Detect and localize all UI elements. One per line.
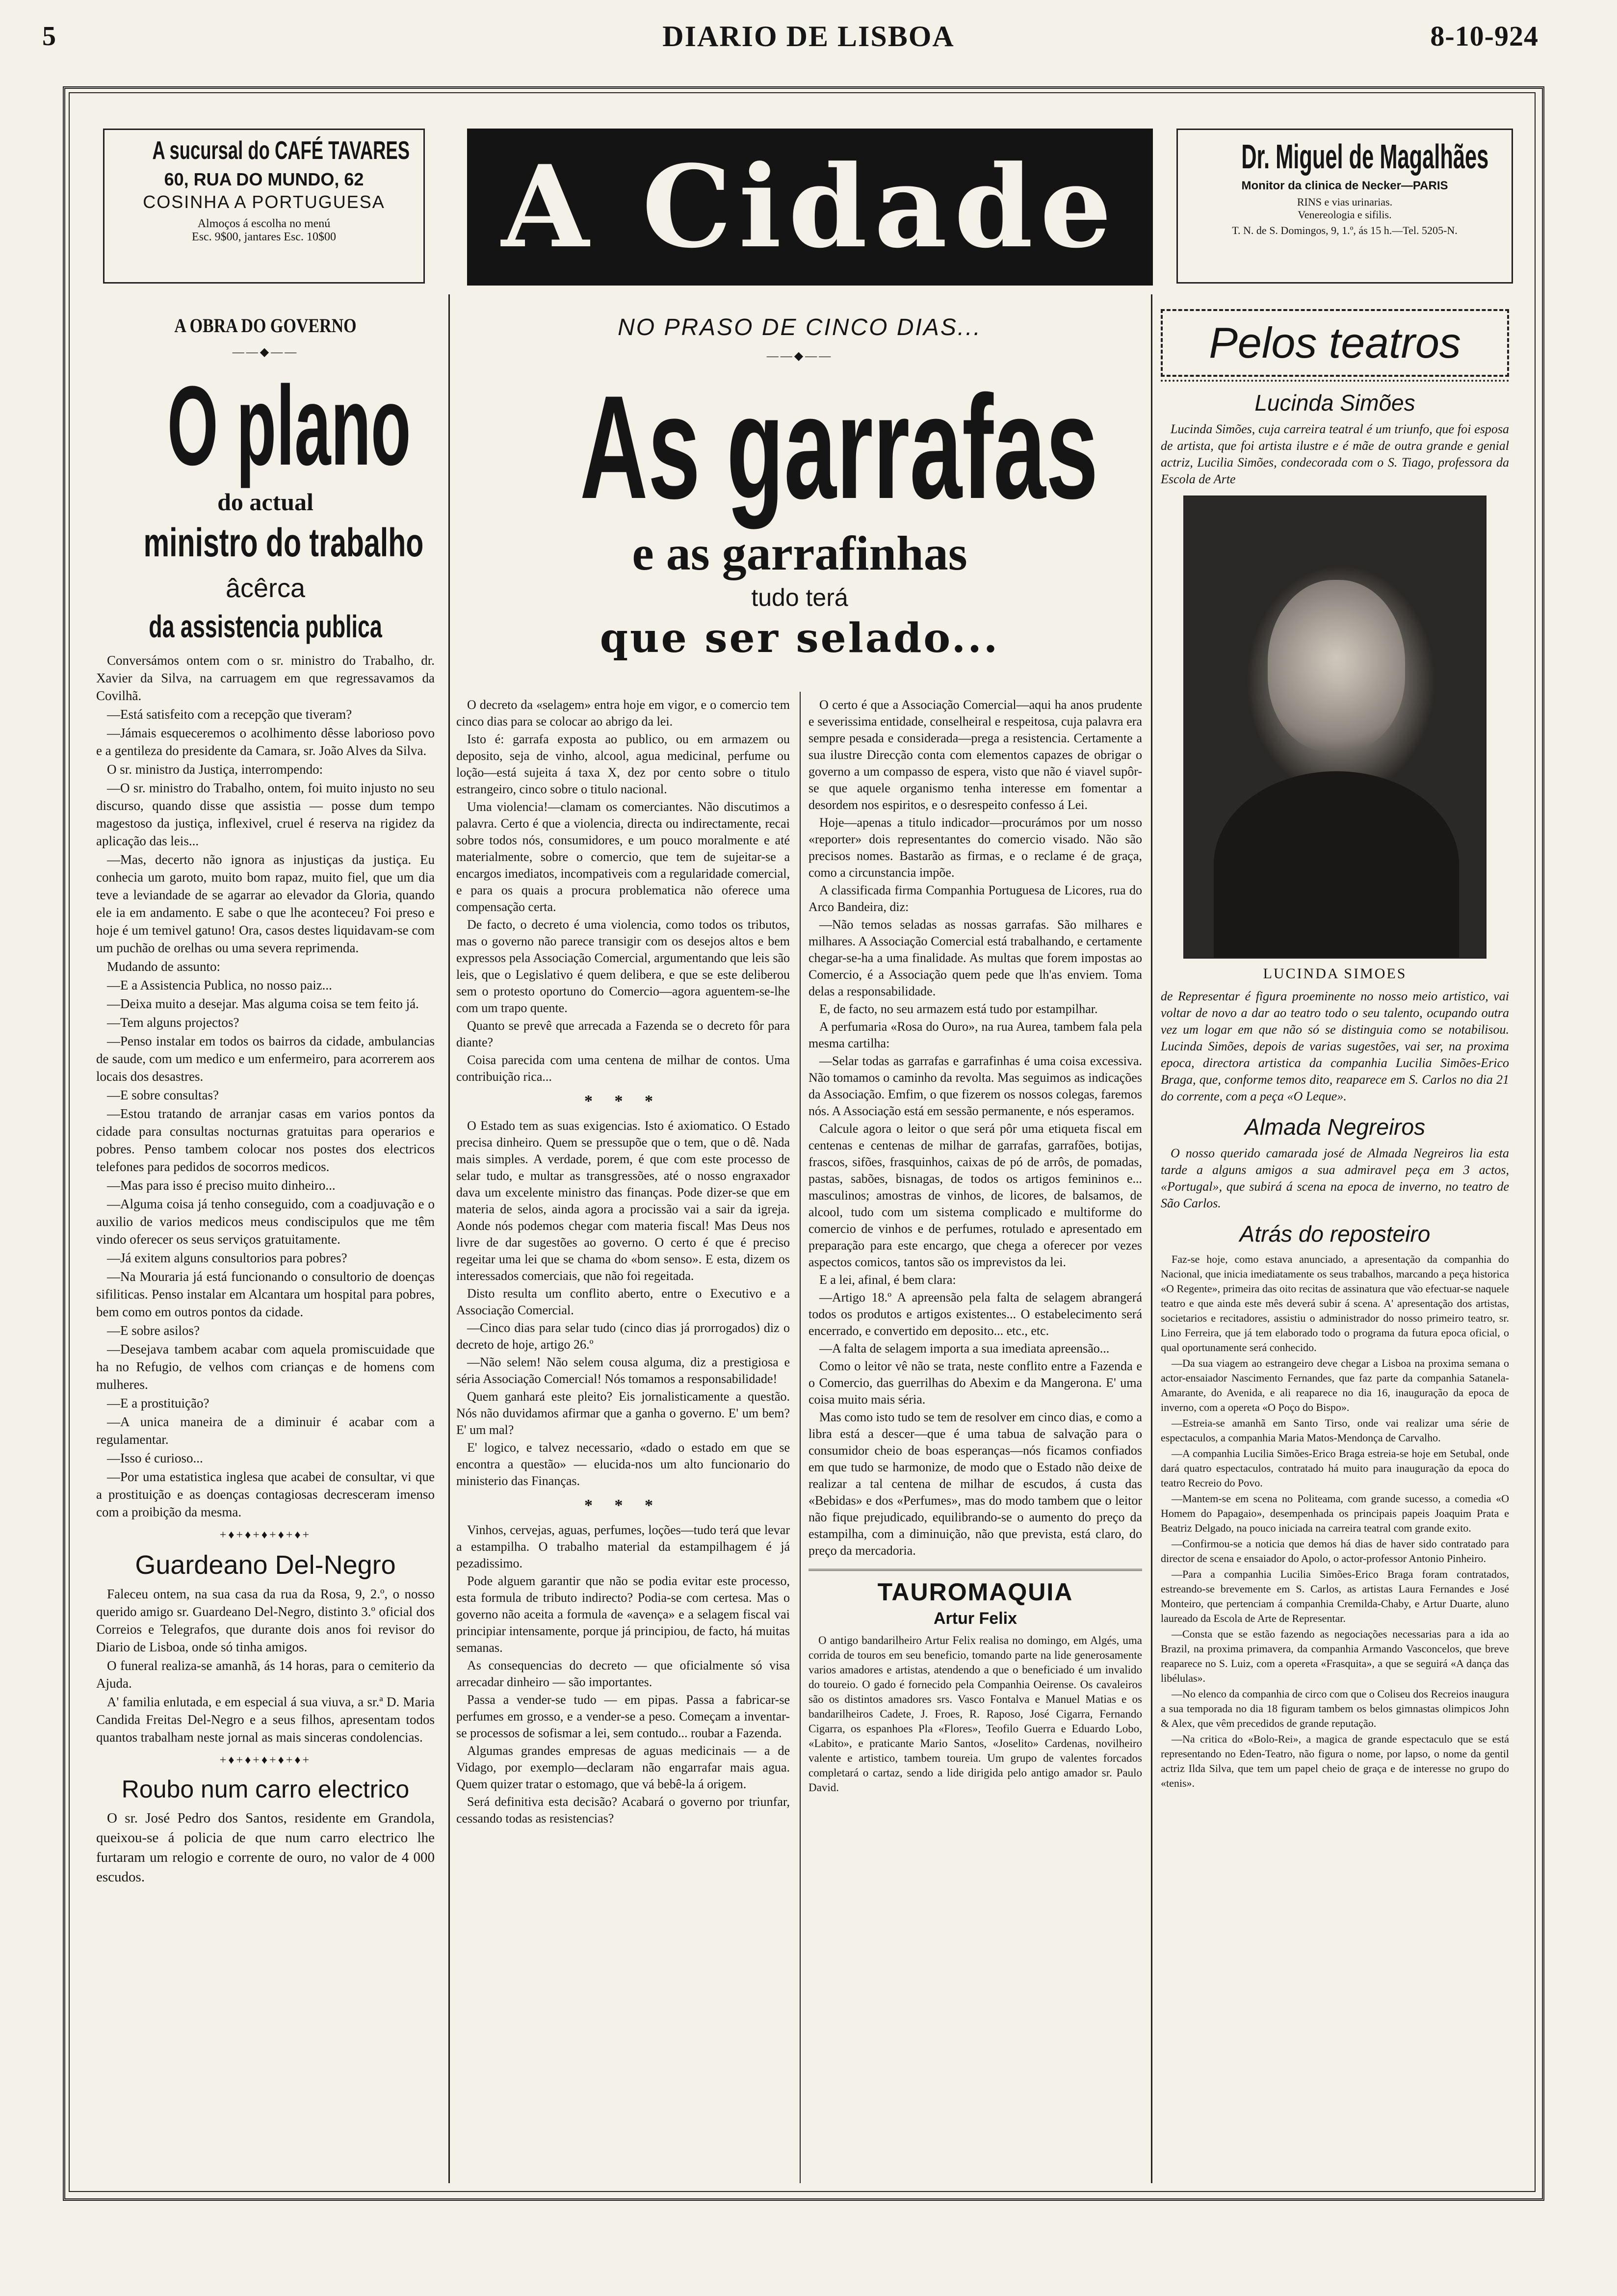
garrafas-b-paragraph: Calcule agora o leitor o que será pôr uma etiqueta fiscal em centenas e centenas de milhar de garrafas, garrafões, botijas, frascos, sifões, frasquinhos, caixas de pó de arrôs, de pomadas, pastas, sabões, bisnagas, de todos os artigos femininos e... masculinos; amostras de vinhos, de licores, de balsamos, de alcool, tudo com um sistema complicado e multiforme do comercio de vinhos e de perfumes, rotulado e apresentado em preparação para este encargo, que chega a oferecer por vezes aspectos comicos, tantos são os imprevistos da lei.: [808, 1122, 1142, 1269]
garrafas-a-paragraph: —Cinco dias para selar tudo (cinco dias já prorrogados) diz o decreto de hoje, artigo 26.º: [456, 1321, 790, 1352]
reposteiro-paragraph: —Na critica do «Bolo-Rei», a magica de grande espectaculo que se está representando no Eden-Teatro, não figura o nome, por lapso, o nome da gentil actriz Ilda Silva, que tem um papel cheio de graça e de interesse no grupo do «tenis».: [1161, 1733, 1509, 1789]
garrafas-a-paragraph: O Estado tem as suas exigencias. Isto é axiomatico. O Estado precisa dinheiro. Quem se pressupõe que o tem, que o dê. Nada mais simples. A verdade, porem, é que com este processo de selar tudo, e multar as transgressões, até o nosso engraxador dava um excelente ministro das finanças. Pode dizer-se que em materia de selos, ainda agora a procissão vai a sair da igreja. Aonde nós podemos chegar com materia fiscal! Mas Deus nos livre de dar sugestões ao governo. O certo é que é preciso regeitar uma lei que se chama do «bom senso». E esta, dizem os interessados comerciais, que não foi regeitada.: [456, 1119, 790, 1283]
garrafas-a-paragraph: Uma violencia!—clamam os comerciantes. Não discutimos a palavra. Certo é que a violencia, directa ou indirectamente, recai sobre todos nós, consumidores, e um pouco moralmente e até materialmente, sobre o comercio, que tem de sujeitar-se a encargos imediatos, incompativeis com a regularidade comercial, e para os quais a procura problematica não oferece uma compensação certa.: [456, 800, 790, 914]
tauromaquia-title: TAUROMAQUIA: [877, 1578, 1073, 1606]
plano-paragraph: —E sobre asilos?: [107, 1323, 200, 1338]
garrafas-a-paragraph: Isto é: garrafa exposta ao publico, ou em armazem ou deposito, seja de vinho, alcool, agua medicinal, perfume ou loção—está sujeita á taxa X, dez por cento sobre o titulo estrangeiro, cinco sobre o titulo nacional.: [456, 732, 790, 796]
column-governo: [96, 314, 435, 1888]
newspaper-title: DIARIO DE LISBOA: [662, 20, 955, 52]
ornament: +♦+♦+♦+♦+♦+: [219, 1754, 312, 1767]
garrafas-b-paragraph: A perfumaria «Rosa do Ouro», na rua Aurea, tambem fala pela mesma cartilha:: [808, 1019, 1142, 1050]
almada-text: O nosso querido camarada josé de Almada Negreiros lia esta tarde a alguns amigos a sua admiravel peça em 3 actos, «Portugal», que subirá á scena na epoca de inverno, no teatro de São Carlos.: [1161, 1146, 1509, 1210]
headline-acerca: âcêrca: [225, 574, 306, 603]
article-plano-body: [96, 652, 435, 1521]
tauromaquia-subtitle: Artur Felix: [933, 1609, 1017, 1628]
issue-date: 8-10-924: [1430, 20, 1539, 52]
ornament: +♦+♦+♦+♦+♦+: [219, 1529, 312, 1541]
garrafas-a-paragraph: Quem ganhará este pleito? Eis jornalisticamente a questão. Nós não duvidamos afirmar que a ganha o governo. E' um bem? E' um mal?: [456, 1389, 790, 1437]
reposteiro-paragraph: —No elenco da companhia de circo com que o Coliseu dos Recreios inaugura a sua temporada no dia 18 figuram tambem os belos gimnastas olimpicos John & Alex, que vêm precedidos de grande reputação.: [1161, 1688, 1509, 1729]
plano-paragraph: —Mas, decerto não ignora as injustiças da justiça. Eu conhecia um garoto, muito bom rapaz, muito fiel, que um dia teve a leviandade de se agarrar ao elevador da Gloria, quando ele ia em andamento. E sabe o que lhe aconteceu? Foi preso e hoje é um temivel gatuno! Ora, casos destes liquidavam-se com um puchão de orelhas ou uma severa reprimenda.: [96, 852, 435, 955]
main-article-col-b-text: [808, 697, 1142, 1559]
obituary-paragraph: Faleceu ontem, na sua casa da rua da Rosa, 9, 2.º, o nosso querido amigo sr. Guardeano Del-Negro, distinto 3.º oficial dos Correios e Telegrafos, que durante dois anos foi revisor do Diario de Lisboa, onde só tinha amigos.: [96, 1587, 435, 1654]
garrafas-b-paragraph: E, de facto, no seu armazem está tudo por estampilhar.: [819, 1002, 1098, 1016]
plano-paragraph: O sr. ministro da Justiça, interrompendo:: [107, 762, 323, 777]
masthead-title: A Cidade: [501, 141, 1119, 273]
tauromaquia-box: [808, 1569, 1142, 1795]
obituary-body: [96, 1585, 435, 1746]
garrafas-a-paragraph: As consequencias do decreto — que oficialmente só visa arrecadar dinheiro — são importantes.: [456, 1658, 790, 1689]
main-article-header: [456, 314, 1143, 662]
garrafas-a-paragraph: Quanto se prevê que arrecada a Fazenda se o decreto fôr para diante?: [456, 1018, 790, 1049]
plano-paragraph: —Penso instalar em todos os bairros da cidade, ambulancias de saude, com um medico e um enfermeiro, para acorrerem aos locais dos desastres.: [96, 1034, 435, 1084]
page-number: 5: [42, 21, 56, 52]
headline-as-garrafas: As garrafas: [580, 365, 1098, 529]
garrafas-a-paragraph: Disto resulta um conflito aberto, entre o Executivo e a Associação Comercial.: [456, 1286, 790, 1317]
lucinda-continuation: de Representar é figura proeminente no nosso meio artistico, vai voltar de novo a dar ao teatro todo o seu talento, ocupando outra vez um logar em que não só se distinguia como se notabilisou. Lucinda Simões, depois de varias sugestões, vai ser, na proxima epoca, directora artistica da companhia Lucilia Simões-Erico Braga, que, conforme temos dito, reaparece em S. Carlos no dia 21 do corrente, com a peça «O Leque».: [1161, 989, 1509, 1103]
section-divider: * * *: [584, 1496, 662, 1514]
plano-paragraph: —Por uma estatistica inglesa que acabei de consultar, vi que a prostituição e as doenças contagiosas decresceram imenso com a proibição da mesma.: [96, 1469, 435, 1519]
headline-garrafinhas: e as garrafinhas: [632, 526, 967, 580]
plano-paragraph: —Está satisfeito com a recepção que tiveram?: [107, 707, 352, 722]
garrafas-b-paragraph: —Selar todas as garrafas e garrafinhas é uma coisa excessiva. Não tomamos o caminho da revolta. Mas seguimos as indicações da Associação. Emfim, o que fizerem os nossos colegas, faremos nós. A Associação está em sessão permanente, e nós esperamos.: [808, 1054, 1142, 1118]
main-kicker: NO PRASO DE CINCO DIAS...: [618, 314, 982, 340]
ornament: ——◆——: [232, 346, 299, 359]
garrafas-a-paragraph: Pode alguem garantir que não se podia evitar este processo, esta formula de tributo indirecto? Podia-se com certesa. Mas o governo não aceita a formula de «avença» e a selagem fiscal vai principiar intensamente, porque já principiou, de facto, há muitas semanas.: [456, 1574, 790, 1655]
garrafas-a-paragraph: E' logico, e talvez necessario, «dado o estado em que se encontra a questão» — elucida-nos um alto funcionario do ministerio das Finanças.: [456, 1440, 790, 1488]
plano-paragraph: —E a Assistencia Publica, no nosso paiz...: [107, 978, 332, 992]
plano-paragraph: —Isso é curioso...: [107, 1451, 203, 1465]
garrafas-a-paragraph: Vinhos, cervejas, aguas, perfumes, loções—tudo terá que levar a estampilha. O trabalho material da estampilhagem é já pezadissimo.: [456, 1523, 790, 1570]
portrait-shoulders: [1214, 771, 1459, 958]
plano-paragraph: —Alguma coisa já tenho conseguido, com a coadjuvação e o auxilio de varios medicos meus condiscipulos que me têm vindo oferecer os seus serviços gratuitamente.: [96, 1197, 435, 1247]
lucinda-intro: Lucinda Simões, cuja carreira teatral é um triunfo, que foi esposa de artista, que foi artista ilustre e é mãe de outra grande e genial actriz, Lucilia Simões, condecorada com o S. Tiago, professora da Escola de Arte: [1161, 422, 1509, 486]
headline-assistencia: da assistencia publica: [149, 609, 382, 644]
ad-cafe-cuisine: COSINHA A PORTUGUESA: [143, 192, 385, 212]
plano-paragraph: Mudando de assunto:: [107, 959, 220, 974]
plano-paragraph: —Já exitem alguns consultorios para pobres?: [107, 1251, 347, 1265]
roubo-text: O sr. José Pedro dos Santos, residente em Grandola, queixou-se á policia de que num carro electrico lhe furtaram um relogio e corrente de ouro, no valor de 4 000 escudos.: [96, 1810, 435, 1885]
garrafas-b-paragraph: E a lei, afinal, é bem clara:: [819, 1273, 956, 1287]
headline-selado: que ser selado...: [600, 615, 1000, 662]
garrafas-a-paragraph: Será definitiva esta decisão? Acabará o governo por triunfar, cessando todas as resistencias?: [456, 1795, 790, 1826]
plano-paragraph: —Tem alguns projectos?: [107, 1015, 239, 1030]
reposteiro-paragraph: Faz-se hoje, como estava anunciado, a apresentação da companhia do Nacional, que inicia imediatamente os seus trabalhos, marcando a peça historica «O Regente», primeira das oito recitas de assinatura que vão efectuar-se naquele teatro e que ainda este mês deverá subir á scena. A' apresentação dos artistas, societarios e recitadores, assistiu o administrador do nosso primeiro teatro, sr. Lino Ferreira, que já tem elaborado todo o programa da futura epoca oficial, o qual oportunamente será conhecido.: [1161, 1253, 1509, 1354]
obituary-paragraph: O funeral realiza-se amanhã, ás 14 horas, para o cemiterio da Ajuda.: [96, 1658, 435, 1691]
ad-doctor: [1176, 129, 1513, 284]
plano-paragraph: —E sobre consultas?: [107, 1088, 219, 1102]
ad-cafe-address: 60, RUA DO MUNDO, 62: [164, 169, 364, 189]
teatros-title: Pelos teatros: [1209, 318, 1461, 367]
ad-doctor-name: Dr. Miguel de Magalhães: [1241, 137, 1489, 176]
ad-cafe-prices: Esc. 9$00, jantares Esc. 10$00: [192, 231, 336, 243]
garrafas-a-paragraph: —Não selem! Não selem cousa alguma, diz a prestigiosa e séria Associação Comercial! Nós tomamos a responsabilidade!: [456, 1355, 790, 1386]
ad-doctor-spec1: RINS e vias urinarias.: [1297, 196, 1393, 208]
reposteiro-paragraph: —A companhia Lucilia Simões-Erico Braga estreia-se hoje em Setubal, onde dará quatro espectaculos, contratado há muito para inauguração da epoca do teatro Recreio do Povo.: [1161, 1447, 1509, 1489]
plano-paragraph: —Estou tratando de arranjar casas em varios pontos da cidade para consultas nocturnas gratuitas para operarios e pobres. Penso tambem colocar nos postes dos electricos telefones para pedidos de socorros medicos.: [96, 1106, 435, 1174]
plano-paragraph: —A unica maneira de a diminuir é acabar com a regulamentar.: [96, 1414, 435, 1447]
headline-tudo-tera: tudo terá: [751, 584, 848, 611]
plano-paragraph: Conversámos ontem com o sr. ministro do Trabalho, dr. Xavier da Silva, na carruagem em que regressavamos da Covilhã.: [96, 653, 435, 703]
lucinda-title: Lucinda Simões: [1254, 390, 1415, 416]
reposteiro-paragraph: —Confirmou-se a noticia que demos há dias de haver sido contratado para director de scena e ensaiador do Apolo, o actor-professor Antonio Pinheiro.: [1161, 1538, 1509, 1565]
reposteiro-paragraph: —Da sua viagem ao estrangeiro deve chegar a Lisboa na proxima semana o actor-ensaiador Nascimento Fernandes, que faz parte da companhia Satanela-Amarante, do Avenida, e ali reaparece no dia 16, inauguração da epoca de inverno, com a opereta «O Poço do Bispo».: [1161, 1357, 1509, 1413]
reposteiro-body: [1161, 1252, 1509, 1791]
main-article-col-b: [808, 697, 1142, 1795]
garrafas-b-paragraph: A classificada firma Companhia Portuguesa de Licores, rua do Arco Bandeira, diz:: [808, 883, 1142, 914]
plano-paragraph: —Na Mouraria já está funcionando o consultorio de doenças sifiliticas. Penso instalar em Alcantara um hospital para pobres, bem como em outros pontos da cidade.: [96, 1269, 435, 1319]
plano-paragraph: —Jámais esqueceremos o acolhimento dêsse laborioso povo e a gentileza do presidente da Camara, sr. João Alves da Silva.: [96, 726, 435, 758]
garrafas-a-paragraph: Algumas grandes empresas de aguas medicinais — a de Vidago, por exemplo—declaram não engarrafar mais agua. Quem quizer tratar o estomago, que vá bebê-la á origem.: [456, 1744, 790, 1791]
headline-o-plano: O plano: [167, 363, 411, 489]
plano-paragraph: —Mas para isso é preciso muito dinheiro...: [107, 1178, 336, 1193]
reposteiro-paragraph: —Para a companhia Lucilia Simões-Erico Braga foram contratados, estreando-se brevemente em S. Carlos, as artistas Laura Fernandes e José Monteiro, que pertenciam á companhia Cremilda-Chaby, e Artur Duarte, aluno laureado da Escola de Arte de Representar.: [1161, 1568, 1509, 1624]
reposteiro-paragraph: —Mantem-se em scena no Politeama, com grande sucesso, a comedia «O Homem do Papagaio», desempenhada os principais papeis Joaquim Prata e Beatriz Delgado, na pouco iniciada na carreira teatral com grande exito.: [1161, 1492, 1509, 1534]
masthead-box: [467, 129, 1153, 286]
garrafas-b-paragraph: Como o leitor vê não se trata, neste conflito entre a Fazenda e o Comercio, das guerrilhas do Abexim e da Mangerona. E' uma coisa muito mais séria.: [808, 1359, 1142, 1407]
headline-ministro: ministro do trabalho: [143, 521, 424, 565]
tauromaquia-text: O antigo bandarilheiro Artur Felix realisa no domingo, em Algés, uma corrida de touros em seu beneficio, tomando parte na lide generosamente varios amadores e artistas, atendendo a que o beneficiado é um invalido do toureio. O gado é fornecido pela Companhia Oeirense. Os cavaleiros são os distintos amadores srs. Vasco Fontalva e Manuel Matias e os bandarilheiros Cadete, J. Froes, R. Raposo, José Cigarra, Fernando Cigarra, os espanhoes Pla «Flores», Teofilo Guerra e Eduardo Lobo, «Labito», e praticante Mario Santos, «Joselito» Cardenas, novilheiro valente e artistico, tambem toureia. Um grupo de valentes forcados completará o cartaz, sendo a lide dirigida pelo antigo amador sr. Paulo David.: [808, 1634, 1142, 1794]
ad-cafe-lunch: Almoços á escolha no menú: [197, 217, 331, 230]
ad-doctor-monitor: Monitor da clinica de Necker—PARIS: [1241, 179, 1448, 192]
garrafas-b-paragraph: —A falta de selagem importa a sua imediata apreensão...: [819, 1341, 1110, 1356]
kicker-obra-governo: A OBRA DO GOVERNO: [174, 314, 357, 337]
garrafas-b-paragraph: O certo é que a Associação Comercial—aqui ha anos prudente e severissima entidade, conselheiral e respeitosa, cuja palavra era sempre pesada e considerada—prega a resistencia. Certamente a sua ilustre Direcção conta com elementos capazes de obrigar o governo a um compasso de espera, visto que não é viavel supôr-se que aquele organismo tenha interesse em fomentar a desordem nos espiritos, e o desrespeito confesso á Lei.: [808, 698, 1142, 812]
reposteiro-title: Atrás do reposteiro: [1239, 1221, 1431, 1247]
garrafas-a-paragraph: Coisa parecida com uma centena de milhar de contos. Uma contribuição rica...: [456, 1053, 790, 1084]
garrafas-b-paragraph: Hoje—apenas a titulo indicador—procurámos por um nosso «reporter» dois representantes do comercio visado. Não são precisos nomes. Bastarão as firmas, e o reclame é de graça, como a circunstancia impõe.: [808, 815, 1142, 880]
roubo-title: Roubo num carro electrico: [121, 1775, 410, 1803]
garrafas-b-paragraph: —Não temos seladas as nossas garrafas. São milhares e milhares. A Associação Comercial está trabalhando, e certamente chegar-se-ha a uma finalidade. As multas que forem impostas ao Comercio, é a Associação quem pede que lh'as enviem. Toma delas a responsabilidade.: [808, 917, 1142, 998]
main-article-col-a: [456, 697, 790, 1828]
garrafas-a-paragraph: Passa a vender-se tudo — em pipas. Passa a fabricar-se perfumes em grosso, e a vender-se a peso. Começam a inventar-se processos de sofismar a lei, sem contudo... roubar a Fazenda.: [456, 1693, 790, 1740]
portrait-face: [1268, 580, 1405, 752]
garrafas-b-paragraph: Mas como isto tudo se tem de resolver em cinco dias, e como a libra está a descer—que é uma tabua de salvação para o consumidor cheio de boas esperanças—nós ficamos confiados em que tudo se harmonize, de modo que o Estado não deixe de realizar a tal centena de milhar de escudos, á custa das «Bebidas» e dos «Perfumes», mas do modo tambem que o leitor não fique prejudicado, equilibrando-se o aumento do preço da estampilha, com a diminuição, não que prevista, está claro, do preço da mercadoria.: [808, 1410, 1142, 1558]
headline-do-actual: do actual: [217, 488, 313, 516]
column-rule-2: [1151, 294, 1152, 2183]
garrafas-b-paragraph: —Artigo 18.º A apreensão pela falta de selagem abrangerá todos os produtos e artigos existentes... O estabelecimento será encerrado, e convertido em deposito... etc., etc.: [808, 1290, 1142, 1338]
column-rule-1: [448, 294, 450, 2183]
ad-doctor-spec2: Venereologia e sifilis.: [1298, 209, 1392, 221]
plano-paragraph: —Desejava tambem acabar com aquela promiscuidade que ha no Refugio, de velhos com crianças e de homens com mulheres.: [96, 1342, 435, 1392]
reposteiro-paragraph: —Consta que se estão fazendo as negociações necessarias para a ida ao Brazil, na proxima primavera, da companhia Armando Vasconcelos, que breve reaparece no S. Luiz, com a opereta «Frasquita», a que se seguirá «A dança das libélulas».: [1161, 1628, 1509, 1684]
section-divider: * * *: [584, 1092, 662, 1110]
almada-title: Almada Negreiros: [1244, 1114, 1426, 1140]
ornament: ——◆——: [766, 350, 833, 363]
obituary-title: Guardeano Del-Negro: [135, 1550, 396, 1580]
teatros-header-rule: [1161, 380, 1509, 384]
photo-caption: LUCINDA SIMOES: [1263, 965, 1407, 982]
plano-paragraph: —O sr. ministro do Trabalho, ontem, foi muito injusto no seu discurso, quando disse que assistia — posse dum tempo magestoso da justiça, inflexivel, cruel é reserva na rigidez da aplicação das leis...: [96, 781, 435, 848]
reposteiro-paragraph: —Estreia-se amanhã em Santo Tirso, onde vai realizar uma série de espectaculos, a companhia Maria Matos-Mendonça de Carvalho.: [1161, 1417, 1509, 1444]
plano-paragraph: —E a prostituição?: [107, 1396, 209, 1410]
garrafas-a-paragraph: De facto, o decreto é uma violencia, como todos os tributos, mas o governo não parece transigir com os desejos altos e bem expressos pela Associação Comercial, argumentando que leis são leis, que o Legislativo é quem delibera, e que se este deliberou sem o protesto oportuno do Comercio—agora aguentem-se-lhe com um trapo quente.: [456, 917, 790, 1015]
ad-cafe-tavares: [103, 129, 425, 284]
obituary-paragraph: A' familia enlutada, e em especial á sua viuva, a sr.ª D. Maria Candida Freitas Del-Negro e a seus filhos, apresentam todos quantos trabalham neste jornal as mais sinceras condolencias.: [96, 1695, 435, 1745]
column-teatros: [1161, 309, 1509, 1792]
ad-doctor-address: T. N. de S. Domingos, 9, 1.º, ás 15 h.—Tel. 5205-N.: [1232, 224, 1458, 236]
column-rule-3: [800, 692, 801, 2183]
ad-cafe-headline: A sucursal do CAFÉ TAVARES: [152, 136, 410, 165]
lucinda-photo: [1183, 496, 1487, 959]
garrafas-a-paragraph: O decreto da «selagem» entra hoje em vigor, e o comercio tem cinco dias para se colocar ao abrigo da lei.: [456, 698, 790, 729]
plano-paragraph: —Deixa muito a desejar. Mas alguma coisa se tem feito já.: [107, 996, 419, 1011]
teatros-header-box: [1161, 309, 1509, 377]
